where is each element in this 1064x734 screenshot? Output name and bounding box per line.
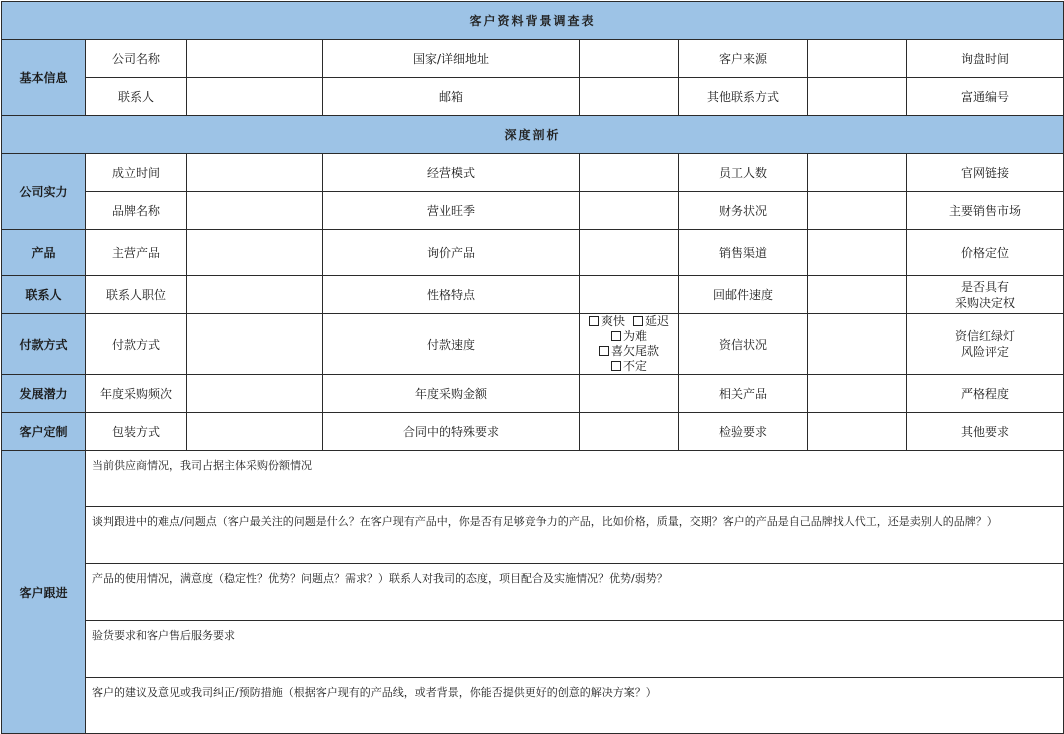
label-credit-risk: 资信红绿灯 风险评定 xyxy=(907,314,1064,375)
option-owes-balance[interactable]: 喜欠尾款 xyxy=(599,344,659,359)
followup-suggestions[interactable]: 客户的建议及意见或我司纠正/预防措施（根据客户现有的产品线，或者背景，你能否提供更好的创意的解决方案？） xyxy=(86,678,1064,734)
followup-negotiation-issues[interactable]: 谈判跟进中的难点/问题点（客户最关注的问题是什么？在客户现有产品中，你是否有足够竞争力的产品，比如价格，质量，交期？客户的产品是自己品牌找人代工，还是卖别人的品牌？） xyxy=(86,507,1064,564)
checkbox-icon xyxy=(611,361,621,371)
label-purchase-amount: 年度采购金额 xyxy=(323,375,580,413)
label-employee-count: 员工人数 xyxy=(679,154,808,192)
label-contract-requirements: 合同中的特殊要求 xyxy=(323,413,580,451)
field-main-product[interactable] xyxy=(187,230,323,276)
label-inspection-requirements: 检验要求 xyxy=(679,413,808,451)
label-other-contact: 其他联系方式 xyxy=(679,78,808,116)
field-business-model[interactable] xyxy=(580,154,679,192)
section-company-strength: 公司实力 xyxy=(2,154,86,230)
checkbox-icon xyxy=(599,346,609,356)
field-financial-status[interactable] xyxy=(808,192,907,230)
label-credit-status: 资信状况 xyxy=(679,314,808,375)
field-payment-method[interactable] xyxy=(187,314,323,375)
label-other-requirements: 其他要求 xyxy=(907,413,1064,451)
field-peak-season[interactable] xyxy=(580,192,679,230)
label-founded: 成立时间 xyxy=(86,154,187,192)
section-customization: 客户定制 xyxy=(2,413,86,451)
form-title: 客户资料背景调查表 xyxy=(2,2,1064,40)
followup-inspection-aftersales[interactable]: 验货要求和客户售后服务要求 xyxy=(86,621,1064,678)
section-contact: 联系人 xyxy=(2,276,86,314)
checkbox-icon xyxy=(589,316,599,326)
field-country-address[interactable] xyxy=(580,40,679,78)
field-brand-name[interactable] xyxy=(187,192,323,230)
label-company-name: 公司名称 xyxy=(86,40,187,78)
label-futong-number: 富通编号 xyxy=(907,78,1064,116)
option-variable[interactable]: 不定 xyxy=(611,359,647,374)
checkbox-icon xyxy=(611,331,621,341)
option-delayed[interactable]: 延迟 xyxy=(633,314,669,329)
label-email: 邮箱 xyxy=(323,78,580,116)
field-customer-source[interactable] xyxy=(808,40,907,78)
label-price-position: 价格定位 xyxy=(907,230,1064,276)
field-related-products[interactable] xyxy=(808,375,907,413)
checkbox-icon xyxy=(633,316,643,326)
label-business-model: 经营模式 xyxy=(323,154,580,192)
label-peak-season: 营业旺季 xyxy=(323,192,580,230)
field-contact-position[interactable] xyxy=(187,276,323,314)
section-payment: 付款方式 xyxy=(2,314,86,375)
label-contact-position: 联系人职位 xyxy=(86,276,187,314)
label-sales-channel: 销售渠道 xyxy=(679,230,808,276)
payment-speed-options xyxy=(580,314,679,375)
option-difficult[interactable]: 为难 xyxy=(611,329,647,344)
label-main-product: 主营产品 xyxy=(86,230,187,276)
followup-product-usage[interactable]: 产品的使用情况，满意度（稳定性？优势？问题点？需求？）联系人对我司的态度，项目配合及实施情况？优势/弱势？ xyxy=(86,564,1064,621)
label-packaging: 包装方式 xyxy=(86,413,187,451)
label-brand-name: 品牌名称 xyxy=(86,192,187,230)
label-related-products: 相关产品 xyxy=(679,375,808,413)
field-inspection-requirements[interactable] xyxy=(808,413,907,451)
field-contract-requirements[interactable] xyxy=(580,413,679,451)
label-purchase-authority: 是否具有 采购决定权 xyxy=(907,276,1064,314)
section-potential: 发展潜力 xyxy=(2,375,86,413)
section-follow-up: 客户跟进 xyxy=(2,451,86,734)
field-contact-person[interactable] xyxy=(187,78,323,116)
label-payment-method: 付款方式 xyxy=(86,314,187,375)
section-deep-analysis: 深度剖析 xyxy=(2,116,1064,154)
label-strictness: 严格程度 xyxy=(907,375,1064,413)
field-credit-status[interactable] xyxy=(808,314,907,375)
label-payment-speed: 付款速度 xyxy=(323,314,580,375)
customer-background-survey-form xyxy=(1,1,1064,734)
field-sales-channel[interactable] xyxy=(808,230,907,276)
field-inquiry-product[interactable] xyxy=(580,230,679,276)
label-main-market: 主要销售市场 xyxy=(907,192,1064,230)
label-contact-person: 联系人 xyxy=(86,78,187,116)
field-reply-speed[interactable] xyxy=(808,276,907,314)
label-reply-speed: 回邮件速度 xyxy=(679,276,808,314)
field-founded[interactable] xyxy=(187,154,323,192)
field-employee-count[interactable] xyxy=(808,154,907,192)
section-basic-info: 基本信息 xyxy=(2,40,86,116)
field-company-name[interactable] xyxy=(187,40,323,78)
followup-supplier-share[interactable]: 当前供应商情况，我司占据主体采购份额情况 xyxy=(86,451,1064,507)
label-customer-source: 客户来源 xyxy=(679,40,808,78)
label-inquiry-time: 询盘时间 xyxy=(907,40,1064,78)
field-email[interactable] xyxy=(580,78,679,116)
label-financial-status: 财务状况 xyxy=(679,192,808,230)
option-prompt[interactable]: 爽快 xyxy=(589,314,625,329)
field-personality[interactable] xyxy=(580,276,679,314)
label-inquiry-product: 询价产品 xyxy=(323,230,580,276)
field-purchase-amount[interactable] xyxy=(580,375,679,413)
label-purchase-frequency: 年度采购频次 xyxy=(86,375,187,413)
label-website: 官网链接 xyxy=(907,154,1064,192)
section-product: 产品 xyxy=(2,230,86,276)
field-other-contact[interactable] xyxy=(808,78,907,116)
label-personality: 性格特点 xyxy=(323,276,580,314)
label-country-address: 国家/详细地址 xyxy=(323,40,580,78)
field-packaging[interactable] xyxy=(187,413,323,451)
field-purchase-frequency[interactable] xyxy=(187,375,323,413)
